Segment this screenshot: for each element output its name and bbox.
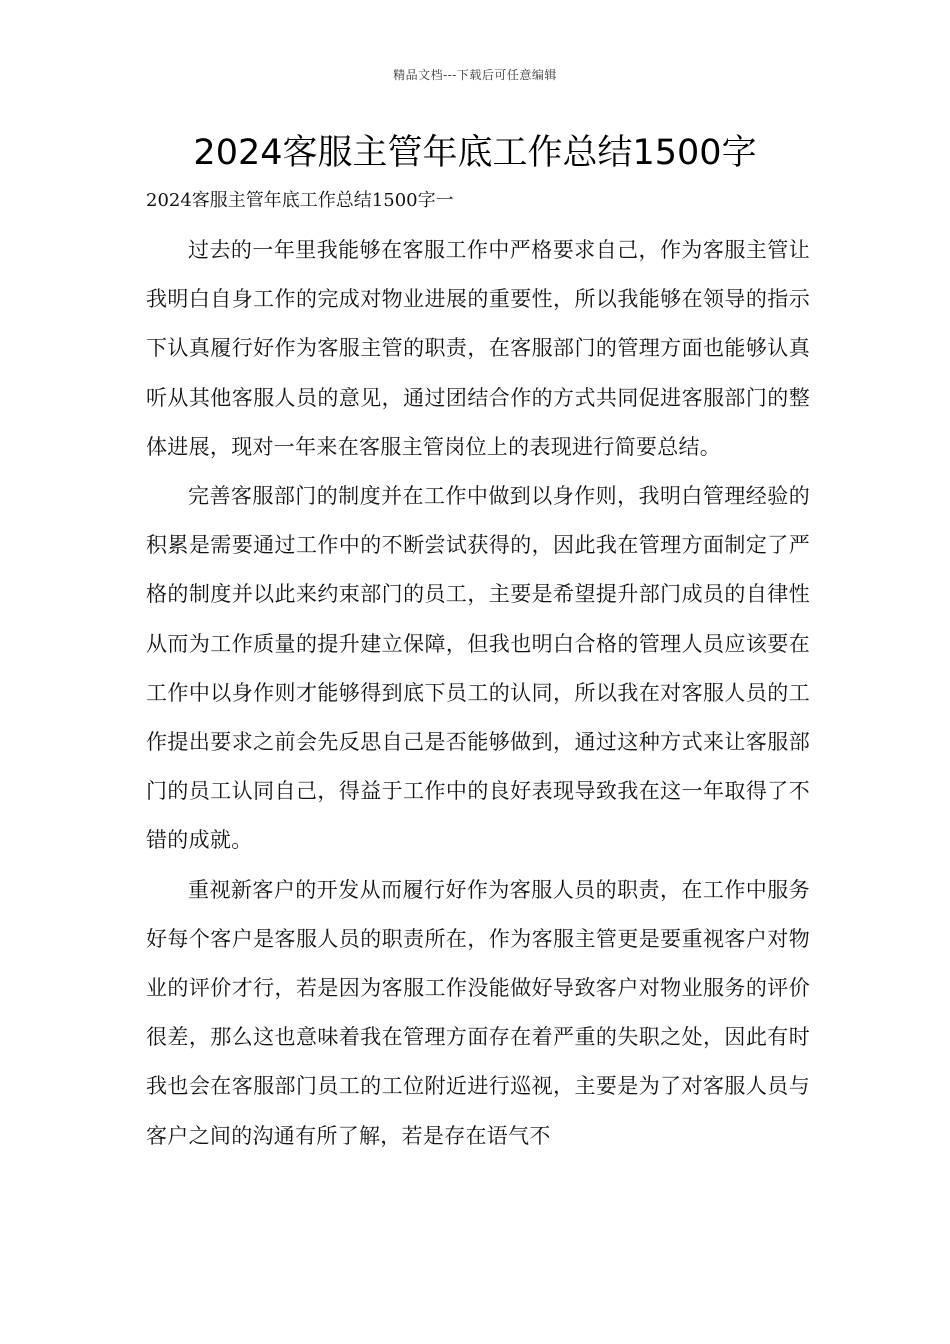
document-body [146, 226, 810, 1161]
paragraph: 完善客服部门的制度并在工作中做到以身作则，我明白管理经验的积累是需要通过工作中的不断尝试获得的，因此我在管理方面制定了严格的制度并以此来约束部门的员工，主要是希望提升部门成员的自律性从而为工作质量的提升建立保障，但我也明白合格的管理人员应该要在工作中以身作则才能够得到底下员工的认同，所以我在对客服人员的工作提出要求之前会先反思自己是否能够做到，通过这种方式来让客服部门的员工认同自己，得益于工作中的良好表现导致我在这一年取得了不错的成就。 [146, 484, 810, 853]
header-note: 精品文档---下载后可任意编辑 [393, 68, 557, 82]
document-title: 2024客服主管年底工作总结1500字 [193, 133, 757, 173]
paragraph: 重视新客户的开发从而履行好作为客服人员的职责，在工作中服务好每个客户是客服人员的职责所在，作为客服主管更是要重视客户对物业的评价才行，若是因为客服工作没能做好导致客户对物业服务的评价很差，那么这也意味着我在管理方面存在着严重的失职之处，因此有时我也会在客服部门员工的工位附近进行巡视，主要是为了对客服人员与客户之间的沟通有所了解，若是存在语气不 [146, 877, 810, 1148]
document-subtitle: 2024客服主管年底工作总结1500字一 [146, 190, 454, 211]
paragraph: 过去的一年里我能够在客服工作中严格要求自己，作为客服主管让我明白自身工作的完成对物业进展的重要性，所以我能够在领导的指示下认真履行好作为客服主管的职责，在客服部门的管理方面也能够认真听从其他客服人员的意见，通过团结合作的方式共同促进客服部门的整体进展，现对一年来在客服主管岗位上的表现进行简要总结。 [146, 238, 810, 459]
